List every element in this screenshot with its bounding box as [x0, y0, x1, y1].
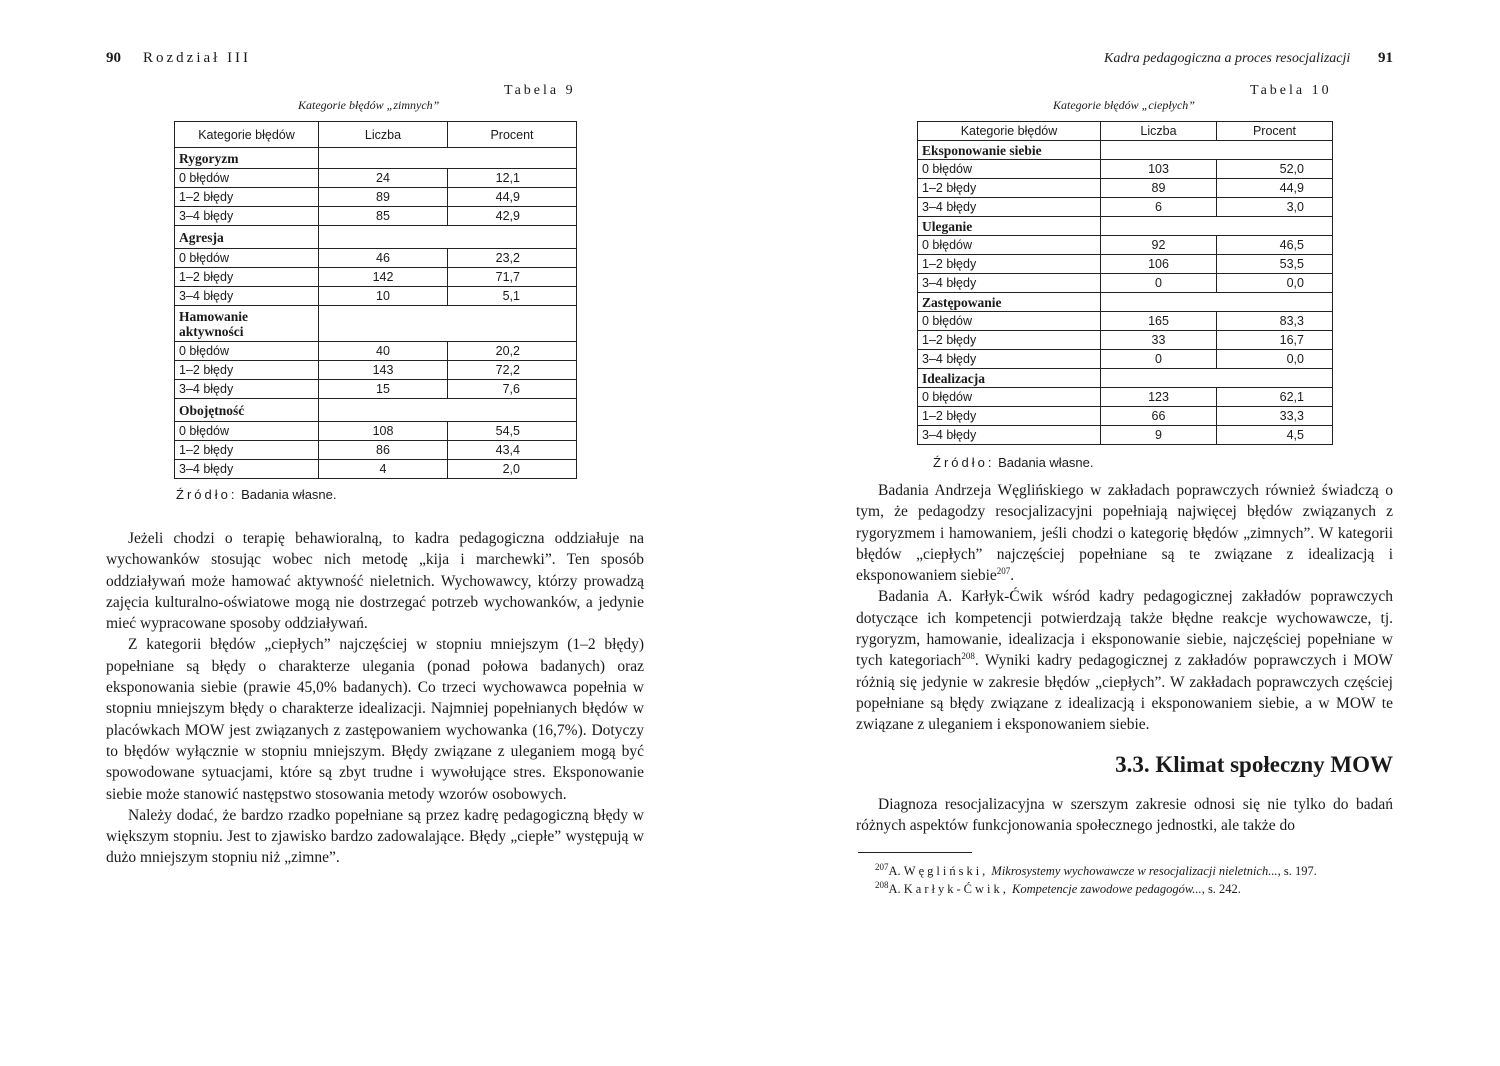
- row-percent: 83,3: [1217, 312, 1333, 331]
- row-count: 123: [1101, 388, 1217, 407]
- source-text: Badania własne.: [998, 455, 1094, 470]
- row-label: 0 błędów: [175, 342, 319, 361]
- row-count: 103: [1101, 160, 1217, 179]
- row-percent: 46,5: [1217, 236, 1333, 255]
- right-running-head: [1104, 51, 1350, 67]
- row-label: 1–2 błędy: [175, 188, 319, 207]
- row-percent: 0,0: [1217, 274, 1333, 293]
- row-count: 92: [1101, 236, 1217, 255]
- table-row: [175, 207, 577, 226]
- table-header-row: [175, 122, 577, 148]
- row-count: 4: [319, 460, 448, 479]
- row-count: 89: [319, 188, 448, 207]
- row-percent: 53,5: [1217, 255, 1333, 274]
- column-header: Procent: [448, 122, 577, 148]
- table-row: [175, 422, 577, 441]
- row-percent: 43,4: [448, 441, 577, 460]
- row-percent: 42,9: [448, 207, 577, 226]
- row-count: 15: [319, 380, 448, 399]
- table-10: [917, 121, 1333, 445]
- table-row: [175, 361, 577, 380]
- table-group-row: [175, 226, 577, 249]
- source-text: Badania własne.: [241, 487, 337, 502]
- row-count: 86: [319, 441, 448, 460]
- group-name: Obojętność: [175, 399, 319, 422]
- row-percent: 3,0: [1217, 198, 1333, 217]
- paragraph: Badania A. Karłyk-Ćwik wśród kadry pedagogicznej zakładów poprawczych dotyczące ich kompetencji potwierdzają także błędne reakcje wychowawcze, tj. rygoryzm, hamowanie, idealizacja i eksponowanie siebie, najczęściej popełniane w tych kategoriach$^{208}$. Wyniki kadry pedagogicznej z zakładów poprawczych i MOW różnią się jedynie w zakresie błędów „ciepłych”. W zakładach poprawczych częściej popełniane są błędy związane z idealizacją i eksponowaniem siebie, a w MOW te związane z uleganiem i eksponowaniem siebie.: [856, 588, 1394, 734]
- table-group-row: [175, 399, 577, 422]
- row-label: 3–4 błędy: [175, 380, 319, 399]
- row-label: 1–2 błędy: [918, 407, 1101, 426]
- row-percent: 23,2: [448, 249, 577, 268]
- table-9-caption: Kategorie błędów „zimnych”: [298, 98, 440, 112]
- table-row: [175, 441, 577, 460]
- group-name: Eksponowanie siebie: [918, 141, 1101, 160]
- row-label: 3–4 błędy: [175, 460, 319, 479]
- paragraph: Jeżeli chodzi o terapię behawioralną, to kadra pedagogiczna oddziałuje na wychowanków stosując wobec nich metodę „kija i marchewki”. Ten sposób oddziaływań może hamować aktywność nieletnich. Wychowawcy, którzy prowadzą zajęcia kulturalno-oświatowe mogą nie dostrzegać potrzeb wychowanków, a jedynie mieć wypracowane sposoby oddziaływań.: [106, 530, 644, 633]
- row-count: 40: [319, 342, 448, 361]
- row-label: 0 błędów: [175, 422, 319, 441]
- table-row: [918, 198, 1333, 217]
- table-row: [918, 388, 1333, 407]
- table-row: [918, 407, 1333, 426]
- row-label: 3–4 błędy: [175, 287, 319, 306]
- row-label: 3–4 błędy: [175, 207, 319, 226]
- row-count: 33: [1101, 331, 1217, 350]
- row-count: 6: [1101, 198, 1217, 217]
- table-row: [918, 331, 1333, 350]
- row-label: 3–4 błędy: [918, 198, 1101, 217]
- row-percent: 16,7: [1217, 331, 1333, 350]
- row-label: 0 błędów: [918, 160, 1101, 179]
- row-percent: 52,0: [1217, 160, 1333, 179]
- row-percent: 54,5: [448, 422, 577, 441]
- page-number-right: 91: [1378, 50, 1393, 66]
- row-count: 24: [319, 169, 448, 188]
- table-row: [175, 287, 577, 306]
- row-label: 3–4 błędy: [918, 350, 1101, 369]
- row-percent: 20,2: [448, 342, 577, 361]
- row-label: 0 błędów: [175, 249, 319, 268]
- left-running-head: [106, 50, 251, 67]
- row-label: 0 błędów: [918, 236, 1101, 255]
- row-label: 0 błędów: [918, 388, 1101, 407]
- row-percent: 4,5: [1217, 426, 1333, 445]
- row-count: 46: [319, 249, 448, 268]
- group-name: Zastępowanie: [918, 293, 1101, 312]
- row-label: 1–2 błędy: [175, 441, 319, 460]
- row-label: 3–4 błędy: [918, 274, 1101, 293]
- footnote-ref-207[interactable]: 207: [996, 566, 1011, 577]
- table-row: [918, 350, 1333, 369]
- table-group-row: [918, 217, 1333, 236]
- row-label: 1–2 błędy: [175, 361, 319, 380]
- row-count: 106: [1101, 255, 1217, 274]
- footnote-rule: [858, 852, 972, 853]
- right-page-number-wrap: [1378, 50, 1393, 67]
- row-percent: 33,3: [1217, 407, 1333, 426]
- row-percent: 71,7: [448, 268, 577, 287]
- row-percent: 0,0: [1217, 350, 1333, 369]
- running-title: Kadra pedagogiczna a proces resocjalizacji: [1104, 51, 1351, 66]
- table-row: [918, 274, 1333, 293]
- table-row: [175, 342, 577, 361]
- section-heading: 3.3. Klimat społeczny MOW: [1115, 752, 1393, 777]
- row-count: 142: [319, 268, 448, 287]
- paragraph: Badania Andrzeja Węglińskiego w zakładach poprawczych również świadczą o tym, że pedagodzy resocjalizacyjni popełniają najwięcej błędów związanych z rygoryzmem i hamowaniem, jeśli chodzi o kategorię błędów „zimnych”. W kategorii błędów „ciepłych” najczęściej popełniane są te związane z idealizacją i eksponowaniem siebie$^{207}$.: [856, 482, 1393, 585]
- row-percent: 12,1: [448, 169, 577, 188]
- table-group-row: [175, 148, 577, 169]
- paragraph: Diagnoza resocjalizacyjna w szerszym zakresie odnosi się nie tylko do badań różnych aspektów funkcjonowania społecznego jednostki, ale także do: [856, 796, 1393, 835]
- row-count: 108: [319, 422, 448, 441]
- group-name: Rygoryzm: [175, 148, 319, 169]
- row-label: 1–2 błędy: [175, 268, 319, 287]
- table-row: [918, 426, 1333, 445]
- column-header: Liczba: [1101, 122, 1217, 141]
- paragraph: Z kategorii błędów „ciepłych” najczęściej w stopniu mniejszym (1–2 błędy) popełniane są błędy o charakterze ulegania (ponad połowa badanych) oraz eksponowania siebie (prawie 45,0% badanych). Co trzeci wychowawca popełnia w stopniu mniejszym błędy o charakterze idealizacji. Najmniej popełnianych błędów w placówkach MOW jest związanych z zastępowaniem wychowanka (16,7%). Dotyczy to błędów wyłącznie w stopniu mniejszym. Błędy związane z uleganiem mogą być spowodowane sytuacjami, które są zbyt trudne i wywołujące stres. Eksponowanie siebie może stanowić następstwo stosowania metody wzorów osobowych.: [106, 636, 644, 803]
- table-group-row: [918, 141, 1333, 160]
- table-group-row: [175, 306, 577, 342]
- table-row: [918, 255, 1333, 274]
- row-label: 1–2 błędy: [918, 255, 1101, 274]
- table-header-row: [918, 122, 1333, 141]
- row-count: 165: [1101, 312, 1217, 331]
- row-percent: 5,1: [448, 287, 577, 306]
- table-row: [175, 268, 577, 287]
- column-header: Liczba: [319, 122, 448, 148]
- table-row: [918, 179, 1333, 198]
- row-count: 9: [1101, 426, 1217, 445]
- table-10-source: [933, 455, 1094, 470]
- footnote-207: $^{207}$A. Węgliński, Mikrosystemy wychowawcze w resocjalizacji nieletnich..., s. 197.: [875, 861, 1317, 878]
- table-9-label: Tabela 9: [504, 83, 576, 98]
- column-header: Kategorie błędów: [918, 122, 1101, 141]
- footnote-ref-208[interactable]: 208: [961, 651, 975, 662]
- table-row: [175, 460, 577, 479]
- table-row: [175, 380, 577, 399]
- row-count: 143: [319, 361, 448, 380]
- right-page: [750, 0, 1500, 1066]
- table-row: [918, 236, 1333, 255]
- row-count: 89: [1101, 179, 1217, 198]
- row-percent: 72,2: [448, 361, 577, 380]
- group-name: Hamowanie aktywności: [175, 306, 319, 342]
- row-percent: 44,9: [1217, 179, 1333, 198]
- footnotes: [875, 862, 1415, 898]
- row-count: 0: [1101, 350, 1217, 369]
- row-percent: 2,0: [448, 460, 577, 479]
- table-row: [175, 249, 577, 268]
- row-count: 0: [1101, 274, 1217, 293]
- row-percent: 7,6: [448, 380, 577, 399]
- right-body-text: [856, 480, 1393, 736]
- row-label: 0 błędów: [175, 169, 319, 188]
- table-9-source: [176, 487, 337, 502]
- table-group-row: [918, 369, 1333, 388]
- table-group-row: [918, 293, 1333, 312]
- table-row: [175, 188, 577, 207]
- table-row: [175, 169, 577, 188]
- column-header: Procent: [1217, 122, 1333, 141]
- row-label: 1–2 błędy: [918, 179, 1101, 198]
- source-label: Źródło:: [933, 455, 995, 470]
- row-label: 1–2 błędy: [918, 331, 1101, 350]
- table-9: [174, 121, 577, 479]
- group-name: Uleganie: [918, 217, 1101, 236]
- left-body-text: [106, 528, 644, 869]
- row-percent: 62,1: [1217, 388, 1333, 407]
- group-name: Agresja: [175, 226, 319, 249]
- row-label: 3–4 błędy: [918, 426, 1101, 445]
- table-row: [918, 312, 1333, 331]
- row-label: 0 błędów: [918, 312, 1101, 331]
- table-row: [918, 160, 1333, 179]
- row-count: 85: [319, 207, 448, 226]
- group-name: Idealizacja: [918, 369, 1101, 388]
- row-count: 10: [319, 287, 448, 306]
- table-10-caption: Kategorie błędów „ciepłych”: [1053, 98, 1195, 112]
- page-number-left: 90: [106, 50, 121, 66]
- column-header: Kategorie błędów: [175, 122, 319, 148]
- paragraph: Należy dodać, że bardzo rzadko popełniane są przez kadrę pedagogiczną błędy w większym stopniu. Jest to zjawisko bardzo zadowalające. Błędy „ciepłe” występują w dużo mniejszym stopniu niż „zimne”.: [106, 806, 644, 867]
- row-percent: 44,9: [448, 188, 577, 207]
- source-label: Źródło:: [176, 487, 238, 502]
- table-10-label: Tabela 10: [1250, 83, 1332, 98]
- row-count: 66: [1101, 407, 1217, 426]
- footnote-208: $^{208}$A. Karłyk-Ćwik, Kompetencje zawodowe pedagogów..., s. 242.: [875, 879, 1241, 896]
- chapter-title: Rozdział III: [143, 50, 252, 66]
- right-body-text-2: [856, 794, 1393, 837]
